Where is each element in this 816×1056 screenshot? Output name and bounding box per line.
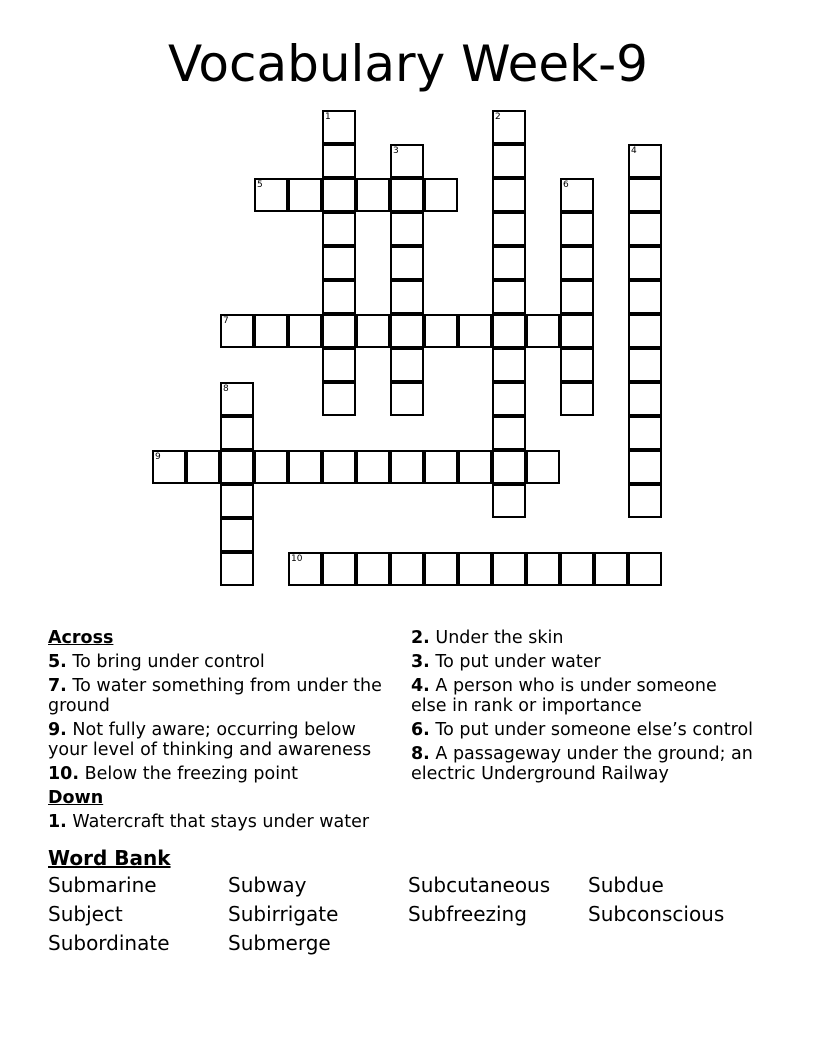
grid-cell[interactable] [322,110,356,144]
grid-cell[interactable] [560,246,594,280]
clue-text: A person who is under someone else in rank or importance [411,676,717,716]
clue-number: 10. [48,764,80,784]
grid-cell[interactable] [492,382,526,416]
clue-text: A passageway under the ground; an electric Underground Railway [411,744,753,784]
grid-cell[interactable] [458,552,492,586]
across-clue-7 [48,676,393,716]
grid-cell[interactable] [424,552,458,586]
grid-cell[interactable] [458,314,492,348]
word-bank-item: Subordinate [48,931,170,955]
clue-number: 4. [411,676,430,696]
clue-text: To bring under control [72,652,265,672]
down-clue-3 [411,652,756,672]
clue-text: To water something from under the ground [48,676,382,716]
grid-cell[interactable] [628,314,662,348]
clue-text: Watercraft that stays under water [72,812,370,832]
grid-cell[interactable] [492,416,526,450]
grid-cell[interactable] [322,552,356,586]
grid-cell[interactable] [526,552,560,586]
grid-cell[interactable] [628,178,662,212]
cell-number: 4 [631,146,637,156]
grid-cell[interactable] [220,450,254,484]
clues-left-column [48,628,393,836]
word-bank-item: Submarine [48,873,157,897]
grid-cell[interactable] [560,552,594,586]
clue-text: Below the freezing point [84,764,299,784]
grid-cell[interactable] [356,314,390,348]
grid-cell[interactable] [322,450,356,484]
grid-cell[interactable] [628,280,662,314]
cell-number: 10 [291,554,303,564]
grid-cell[interactable] [254,314,288,348]
grid-cell[interactable] [526,450,560,484]
grid-cell[interactable] [492,246,526,280]
grid-cell[interactable] [492,110,526,144]
word-bank-item: Subject [48,902,123,926]
word-bank-item: Subconscious [588,902,725,926]
across-clue-9 [48,720,393,760]
cell-number: 2 [495,112,501,122]
page-title: Vocabulary Week-9 [168,35,648,93]
grid-cell[interactable] [492,178,526,212]
grid-cell[interactable] [424,314,458,348]
clue-number: 7. [48,676,67,696]
clue-number: 3. [411,652,430,672]
grid-cell[interactable] [560,348,594,382]
grid-cell[interactable] [220,416,254,450]
grid-cell[interactable] [492,450,526,484]
grid-cell[interactable] [254,178,288,212]
grid-cell[interactable] [390,212,424,246]
grid-cell[interactable] [628,416,662,450]
cell-number: 8 [223,384,229,394]
clue-number: 8. [411,744,430,764]
cell-number: 7 [223,316,229,326]
word-bank [48,873,768,955]
across-clue-5 [48,652,393,672]
clues-right-column [411,628,756,788]
down-heading: Down [48,788,104,808]
across-clue-10 [48,764,393,784]
grid-cell[interactable] [288,450,322,484]
clue-number: 6. [411,720,430,740]
cell-number: 1 [325,112,331,122]
grid-cell[interactable] [322,246,356,280]
grid-cell[interactable] [390,280,424,314]
cell-number: 5 [257,180,263,190]
down-clue-4 [411,676,756,716]
clue-number: 9. [48,720,67,740]
grid-cell[interactable] [220,382,254,416]
grid-cell[interactable] [390,382,424,416]
clue-number: 1. [48,812,67,832]
grid-cell[interactable] [628,144,662,178]
grid-cell[interactable] [594,552,628,586]
grid-cell[interactable] [492,348,526,382]
grid-cell[interactable] [322,280,356,314]
grid-cell[interactable] [186,450,220,484]
clue-text: Not fully aware; occurring below your level of thinking and awareness [48,720,372,760]
grid-cell[interactable] [390,246,424,280]
grid-cell[interactable] [424,450,458,484]
grid-cell[interactable] [356,450,390,484]
grid-cell[interactable] [322,178,356,212]
grid-cell[interactable] [492,144,526,178]
grid-cell[interactable] [560,314,594,348]
grid-cell[interactable] [322,144,356,178]
word-bank-item: Subirrigate [228,902,339,926]
grid-cell[interactable] [492,552,526,586]
grid-cell[interactable] [254,450,288,484]
word-bank-item: Subcutaneous [408,873,551,897]
grid-cell[interactable] [424,178,458,212]
word-bank-title: Word Bank [48,846,171,870]
down-clue-2 [411,628,756,648]
grid-cell[interactable] [220,314,254,348]
across-heading: Across [48,628,114,648]
clue-text: Under the skin [435,628,564,648]
grid-cell[interactable] [152,450,186,484]
grid-cell[interactable] [288,314,322,348]
grid-cell[interactable] [458,450,492,484]
clue-number: 2. [411,628,430,648]
clue-text: To put under someone else’s control [435,720,754,740]
grid-cell[interactable] [628,552,662,586]
grid-cell[interactable] [390,144,424,178]
grid-cell[interactable] [628,212,662,246]
grid-cell[interactable] [560,280,594,314]
grid-cell[interactable] [220,518,254,552]
grid-cell[interactable] [220,552,254,586]
grid-cell[interactable] [390,348,424,382]
grid-cell[interactable] [390,314,424,348]
grid-cell[interactable] [560,212,594,246]
grid-cell[interactable] [492,280,526,314]
grid-cell[interactable] [288,552,322,586]
grid-cell[interactable] [390,552,424,586]
grid-cell[interactable] [322,314,356,348]
grid-cell[interactable] [220,484,254,518]
down-clue-8 [411,744,756,784]
cell-number: 3 [393,146,399,156]
word-bank-item: Subfreezing [408,902,527,926]
cell-number: 6 [563,180,569,190]
grid-cell[interactable] [390,178,424,212]
grid-cell[interactable] [356,178,390,212]
grid-cell[interactable] [492,484,526,518]
grid-cell[interactable] [322,212,356,246]
grid-cell[interactable] [628,348,662,382]
grid-cell[interactable] [628,450,662,484]
cell-number: 9 [155,452,161,462]
grid-cell[interactable] [492,212,526,246]
clue-number: 5. [48,652,67,672]
grid-cell[interactable] [526,314,560,348]
grid-cell[interactable] [322,382,356,416]
grid-cell[interactable] [356,552,390,586]
clue-text: To put under water [435,652,601,672]
grid-cell[interactable] [288,178,322,212]
grid-cell[interactable] [628,484,662,518]
word-bank-item: Submerge [228,931,331,955]
word-bank-item: Subway [228,873,307,897]
grid-cell[interactable] [628,246,662,280]
grid-cell[interactable] [322,348,356,382]
down-clue-6 [411,720,756,740]
grid-cell[interactable] [628,382,662,416]
grid-cell[interactable] [560,382,594,416]
down-clue-1 [48,812,393,832]
grid-cell[interactable] [492,314,526,348]
word-bank-item: Subdue [588,873,664,897]
grid-cell[interactable] [390,450,424,484]
grid-cell[interactable] [560,178,594,212]
